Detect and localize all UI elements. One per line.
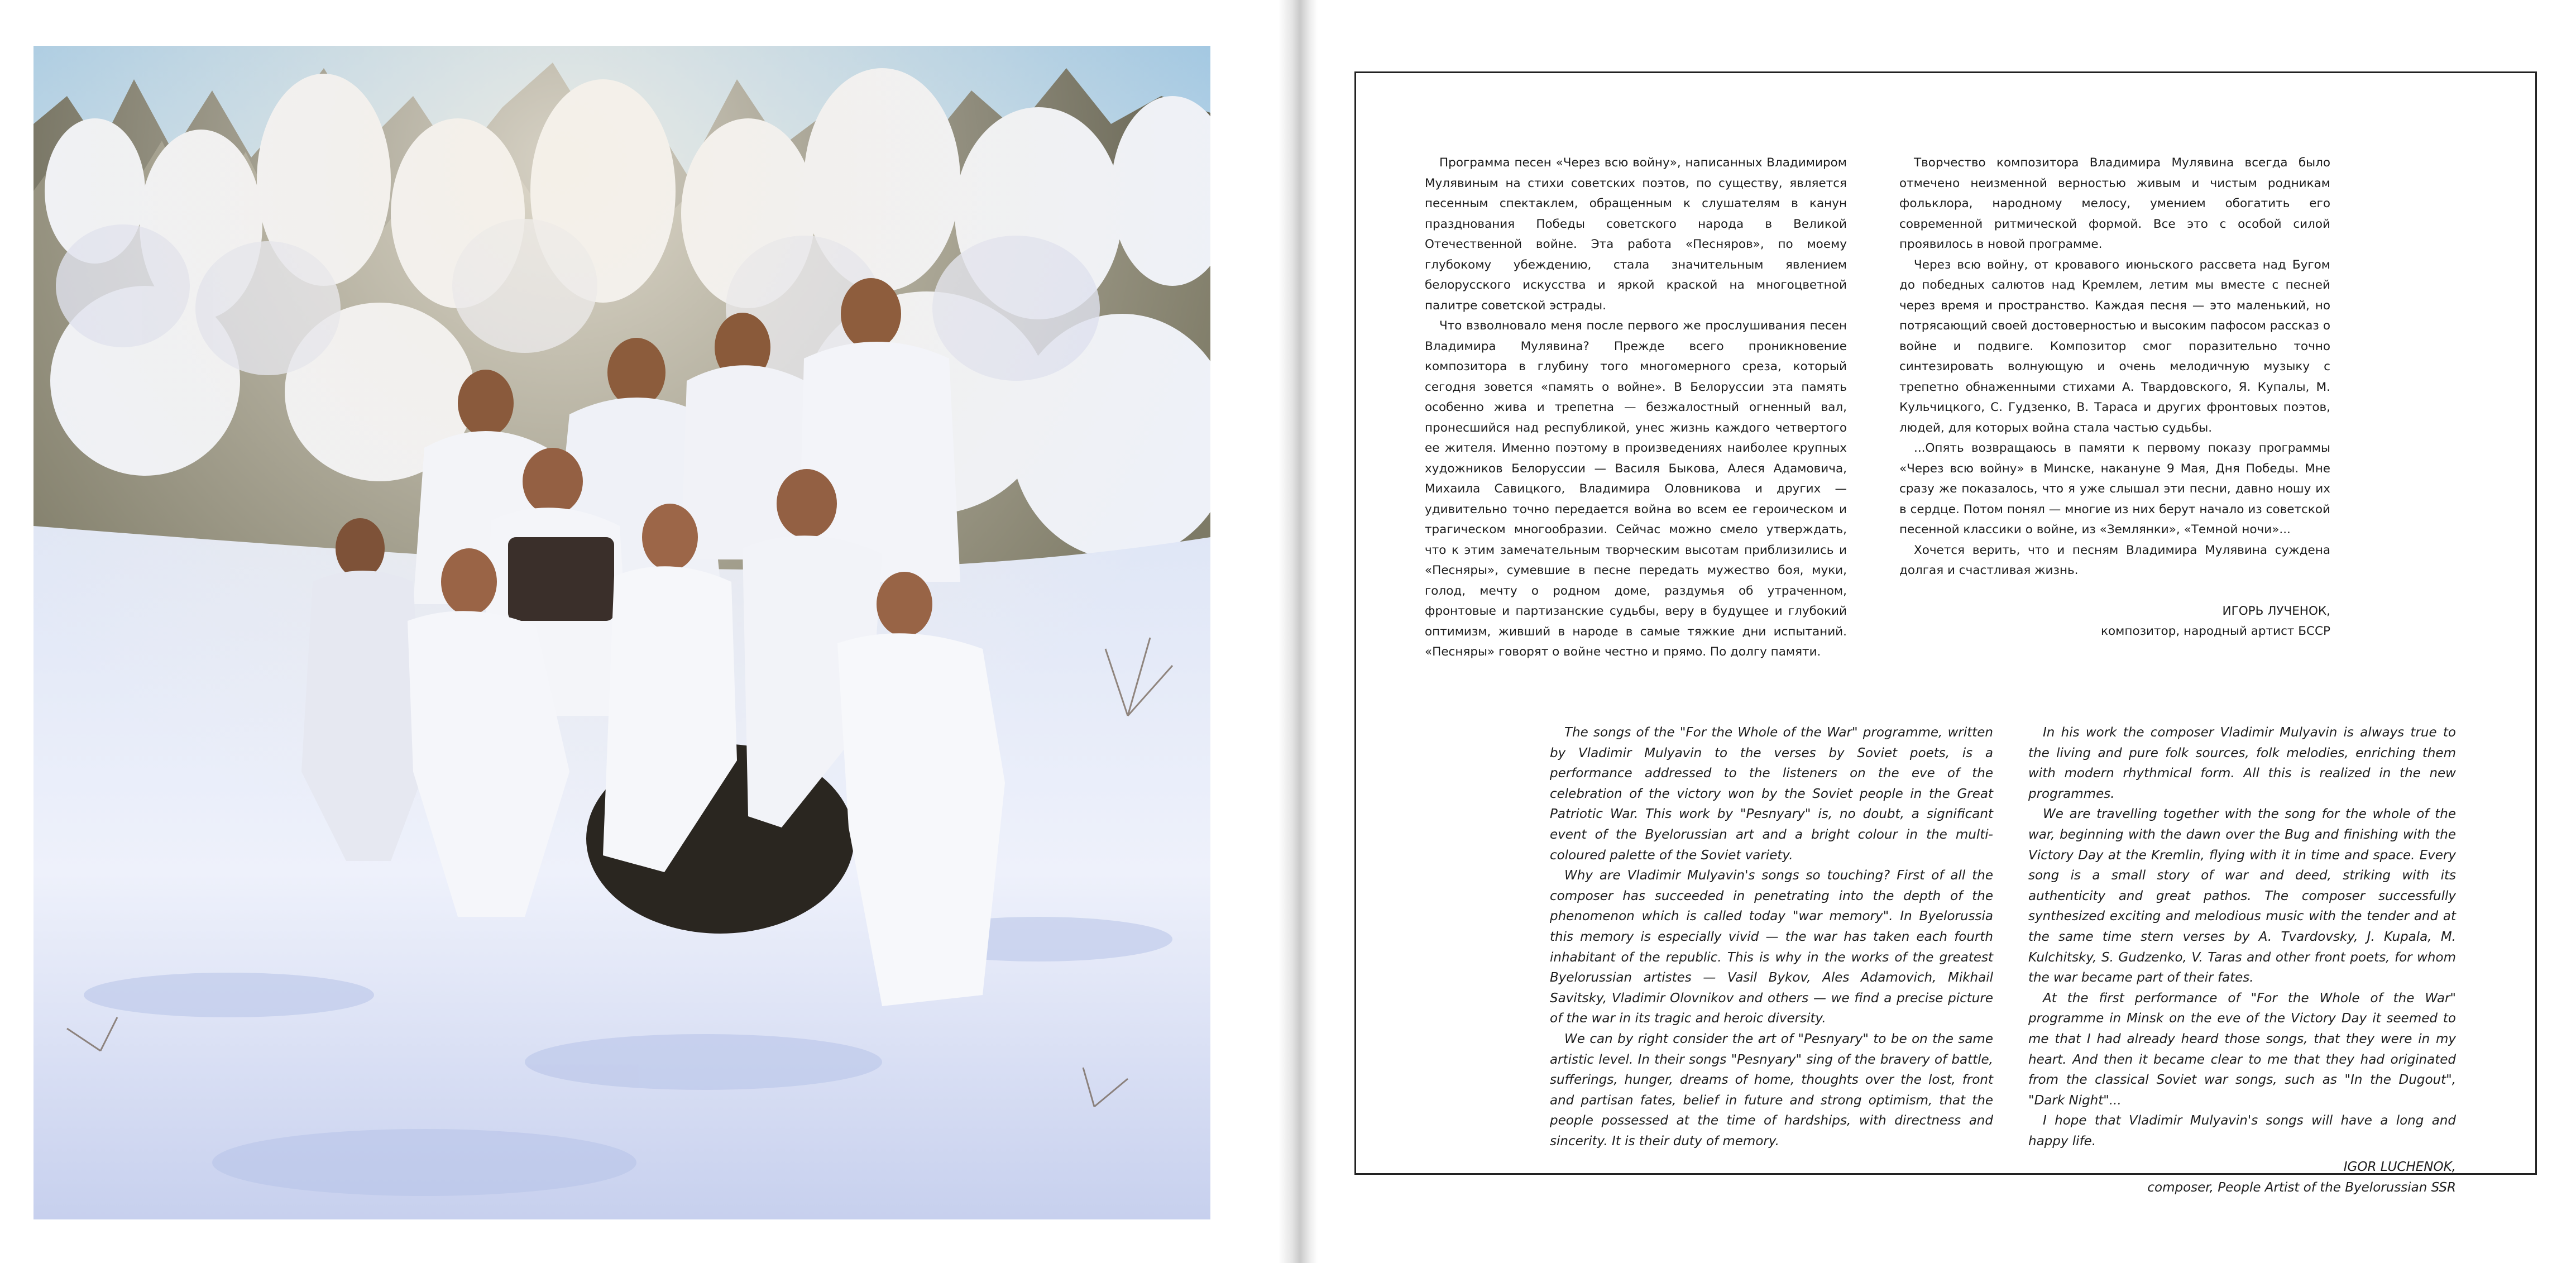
russian-notes-column-1: [1425, 153, 1847, 663]
ru-paragraph: Хочется верить, что и песням Владимира Мулявина суждена долгая и счастливая жизнь.: [1899, 543, 2330, 577]
russian-notes-column-2: [1899, 153, 2330, 642]
band-photo-illustration: [33, 46, 1210, 1219]
ru-paragraph: Программа песен «Через всю войну», написанных Владимиром Мулявиным на стихи советских поэтов, по существу, является песенным спектаклем, обращенным к слушателям в канун празднования Победы советского народа в Великой Отечественной войне. Эта работа «Песняров», по моему глубокому убеждению, стала значительным явлением белорусского искусства и яркой краской на многоцветной палитре советской эстрады.: [1425, 156, 1847, 313]
ru-paragraph: ...Опять возвращаюсь в памяти к первому показу программы «Через всю войну» в Минске, накануне 9 Мая, Дня Победы. Мне сразу же показалось, что я уже слышал эти песни, давно ношу их в сердце. Потом понял — многие из них берут начало из советской песенной классики о войне, из «Землянки», «Темной ночи»...: [1899, 441, 2330, 537]
ru-paragraph: Что взволновало меня после первого же прослушивания песен Владимира Мулявина? Прежде всего проникновение композитора в глубину того многомерного среза, который сегодня зовется «память о войне». В Белоруссии эта память особенно жива и трепетна — безжалостный огненный вал, пронесшийся над республикой, унес жизнь каждого четвертого ее жителя. Именно поэтому в произведениях наиболее крупных художников Белоруссии — Василя Быкова, Алеся Адамовича, Михаила Савицкого, Владимира Оловникова и других — удивительно точно передается война во всем ее героическом и трагическом многообразии. Сейчас можно смело утверждать, что к этим замечательным творческим высотам приблизились и «Песняры», сумевшие в песне передать мужество боя, муки, голод, мечту о родном доме, раздумья об утраченном, фронтовые и партизанские судьбы, веру в будущее и глубокий оптимизм, живший в народе в самые тяжкие дни испытаний. «Песняры» говорят о войне честно и прямо. По долгу памяти.: [1425, 319, 1847, 659]
en-signature-role: composer, People Artist of the Byelorussian SSR: [2147, 1180, 2456, 1195]
accordion: [508, 537, 614, 621]
russian-signature: [1899, 601, 2330, 642]
ru-paragraph: Через всю войну, от кровавого июньского рассвета над Бугом до победных салютов над Кремлем, летим мы вместе с песней через время и пространство. Каждая песня — это маленький, но потрясающий своей достоверностью и высоким пафосом рассказ о войне и подвиге. Композитор смог поразительно точно синтезировать волнующую и очень мелодичную музыку с трепетно обнаженными стихами А. Твардовского, Я. Купалы, М. Кульчицкого, С. Гудзенко, В. Тараса и других фронтовых поэтов, людей, для которых война стала частью судьбы.: [1899, 257, 2330, 435]
english-notes-column-1: [1550, 723, 1993, 1151]
ru-signature-role: композитор, народный артист БССР: [2101, 624, 2330, 638]
en-signature-name: IGOR LUCHENOK,: [2343, 1160, 2456, 1175]
band-photo: [33, 46, 1210, 1219]
english-signature: [2028, 1157, 2456, 1198]
ru-paragraph: Творчество композитора Владимира Мулявина всегда было отмечено неизменной верностью живым и чистым родникам фольклора, народному мелосу, умением обогатить его современной ритмической формой. Все это с особой силой проявилось в новой программе.: [1899, 156, 2330, 251]
en-paragraph: The songs of the "For the Whole of the War" programme, written by Vladimir Mulyavin to the verses by Soviet poets, is a performance addressed to the listeners on the eve of the celebration of the victory won by the Soviet people in the Great Patriotic War. This work by "Pesnyary" is, no doubt, a significant event of the Byelorussian art and a bright colour in the multi-coloured palette of the Soviet variety.: [1550, 725, 1993, 863]
en-paragraph: We can by right consider the art of "Pesnyary" to be on the same artistic level. In their songs "Pesnyary" sing of the bravery of battle, sufferings, hunger, dreams of home, thoughts over the lost, front and partisan fates, belief in future and strong optimism, that the people possessed at the time of hardships, with directness and sincerity. It is their duty of memory.: [1550, 1031, 1993, 1149]
ru-signature-name: ИГОРЬ ЛУЧЕНОК,: [2222, 604, 2330, 618]
en-paragraph: In his work the composer Vladimir Mulyavin is always true to the living and pure folk sources, folk melodies, enriching them with modern rhythmical form. All this is realized in the new programmes.: [2028, 725, 2456, 801]
en-paragraph: We are travelling together with the song for the whole of the war, beginning with the dawn over the Bug and finishing with the Victory Day at the Kremlin, flying with it in time and space. Every song is a small story of war and deed, striking with its authenticity and great pathos. The composer successfully synthesized exciting and melodious music with the tender and at the same time stern verses by A. Tvardovsky, J. Kupala, M. Kulchitsky, S. Gudzenko, V. Taras and other front poets, for whom the war became part of their fates.: [2028, 807, 2456, 985]
spine-fold: [1279, 0, 1318, 1263]
english-notes-column-2: [2028, 723, 2456, 1198]
en-paragraph: Why are Vladimir Mulyavin's songs so touching? First of all the composer has succeeded in penetrating into the depth of the phenomenon which is called today "war memory". In Byelorussia this memory is especially vivid — the war has taken each fourth inhabitant of the republic. This is why in the works of the greatest Byelorussian artistes — Vasil Bykov, Ales Adamovich, Mikhail Savitsky, Vladimir Olovnikov and others — we find a precise picture of the war in its tragic and heroic diversity.: [1550, 868, 1993, 1026]
en-paragraph: I hope that Vladimir Mulyavin's songs will have a long and happy life.: [2028, 1113, 2456, 1149]
en-paragraph: At the first performance of "For the Whole of the War" programme in Minsk on the eve of the Victory Day it seemed to me that I had already heard those songs, that they were in my heart. And then it became clear to me that they had originated from the classical Soviet war songs, such as "In the Dugout", "Dark Night"...: [2028, 991, 2456, 1108]
